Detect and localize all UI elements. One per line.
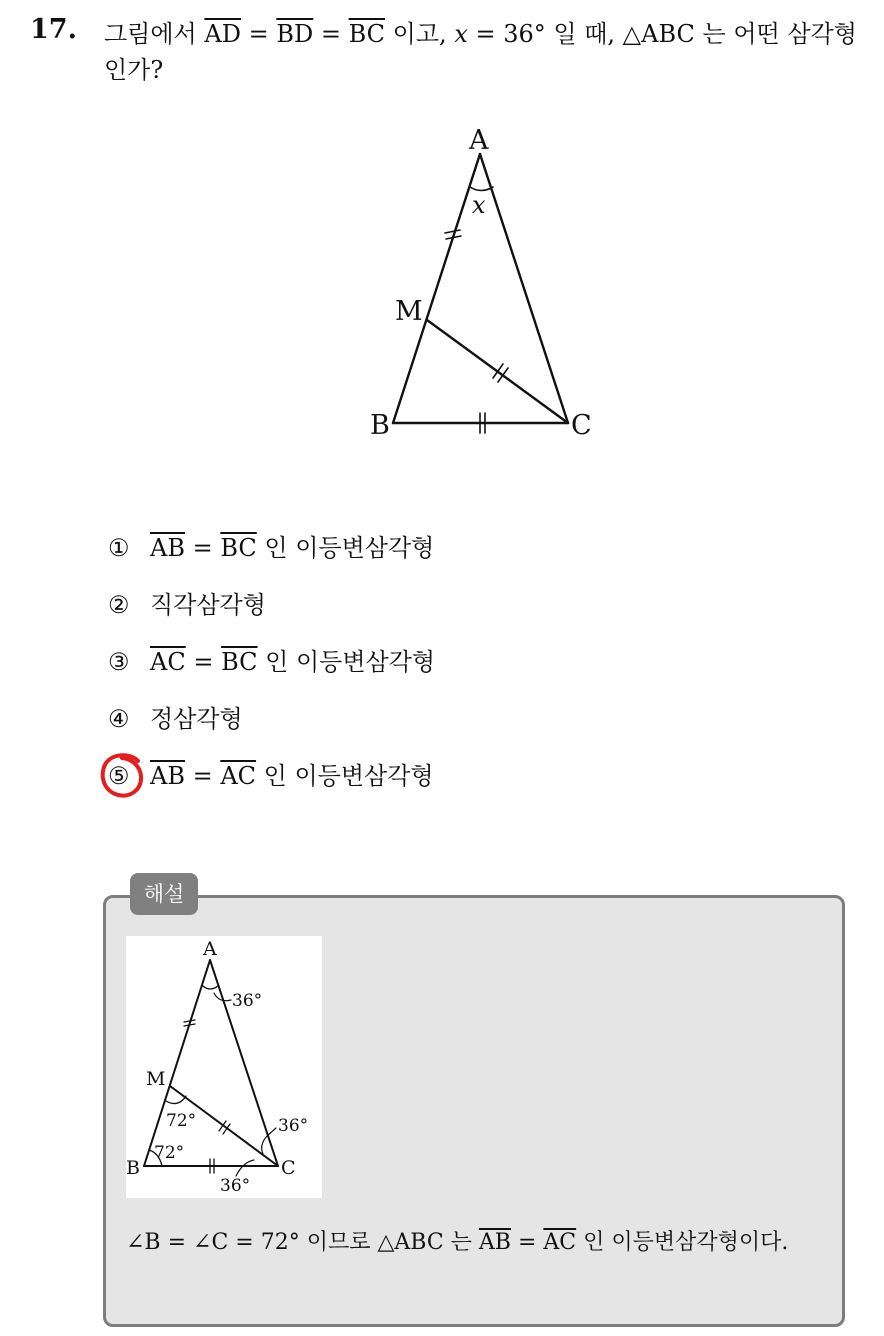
equals-2: = xyxy=(313,20,349,48)
solution-prefix: ∠B = ∠C = 72° 이므로 △ABC 는 xyxy=(126,1230,479,1255)
sol-angle-c-top: 36° xyxy=(278,1116,309,1136)
solution-eq: = xyxy=(510,1230,544,1255)
label-b: B xyxy=(370,410,390,441)
question-angle-text: = 36° 일 때, △ABC 는 어떤 삼각형인가? xyxy=(104,20,857,84)
choice-1-seg1: $\overline{AB}$ xyxy=(150,534,185,562)
choice-1-seg2: $\overline{BC}$ xyxy=(220,534,257,562)
equals-1: = xyxy=(240,20,277,48)
choice-5[interactable] xyxy=(108,756,435,813)
solution-seg1: $\overline{AB}$ xyxy=(478,1230,511,1255)
sol-arrow-c-bottom xyxy=(236,1160,254,1176)
choice-3[interactable] xyxy=(108,642,435,699)
choice-4[interactable] xyxy=(108,699,435,756)
sol-label-m: M xyxy=(146,1068,166,1090)
sol-angle-m: 72° xyxy=(166,1111,197,1131)
segment-bc: $\overline{BC}$ xyxy=(348,20,386,48)
side-ac xyxy=(480,154,568,423)
choice-4-text: 정삼각형 xyxy=(150,705,243,733)
question-number: 17. xyxy=(30,14,77,45)
side-ab xyxy=(393,154,480,423)
label-x: x xyxy=(472,191,486,219)
variable-x: x xyxy=(454,20,468,48)
solution-tag: 해설 xyxy=(130,873,198,915)
label-c: C xyxy=(571,410,592,441)
triangle-figure xyxy=(360,118,610,448)
segment-bd: $\overline{BD}$ xyxy=(276,20,314,48)
choice-1-eq: = xyxy=(184,534,221,562)
sol-arc-a xyxy=(203,986,218,989)
choice-list xyxy=(108,528,435,813)
choice-2[interactable] xyxy=(108,585,435,642)
label-a: A xyxy=(469,125,489,156)
question-text xyxy=(104,16,864,88)
solution-figure xyxy=(126,936,322,1198)
sol-label-b: B xyxy=(126,1157,140,1179)
choice-5-seg1: $\overline{AB}$ xyxy=(150,762,185,790)
answer-circle-mark xyxy=(98,750,148,800)
choice-2-text: 직각삼각형 xyxy=(150,591,266,619)
solution-suffix: 인 이등변삼각형이다. xyxy=(576,1230,789,1255)
segment-ad: $\overline{AD}$ xyxy=(204,20,241,48)
choice-3-seg1: $\overline{AC}$ xyxy=(150,648,186,676)
angle-x-arc xyxy=(470,187,493,191)
sol-angle-b: 72° xyxy=(154,1143,185,1163)
label-m: M xyxy=(395,296,423,327)
choice-5-eq: = xyxy=(184,762,221,790)
sol-arc-m xyxy=(166,1096,186,1104)
question-mid: 이고, xyxy=(385,20,455,48)
sol-label-a: A xyxy=(203,938,217,960)
sol-label-c: C xyxy=(281,1157,296,1179)
choice-2-marker: ② xyxy=(108,591,130,619)
choice-3-marker: ③ xyxy=(108,648,130,676)
sol-side-ab xyxy=(144,960,210,1166)
question-prefix: 그림에서 xyxy=(104,20,205,48)
choice-1-marker: ① xyxy=(108,534,130,562)
choice-5-suffix: 인 이등변삼각형 xyxy=(256,762,434,790)
sol-angle-c-bottom: 36° xyxy=(220,1176,251,1196)
choice-1-suffix: 인 이등변삼각형 xyxy=(256,534,435,562)
choice-3-seg2: $\overline{BC}$ xyxy=(221,648,258,676)
choice-5-marker: ⑤ xyxy=(108,762,130,790)
solution-text xyxy=(126,1224,832,1262)
choice-4-marker: ④ xyxy=(108,705,130,733)
sol-angle-a: 36° xyxy=(232,991,263,1011)
choice-5-seg2: $\overline{AC}$ xyxy=(220,762,257,790)
choice-3-eq: = xyxy=(185,648,222,676)
solution-seg2: $\overline{AC}$ xyxy=(543,1230,577,1255)
choice-3-suffix: 인 이등변삼각형 xyxy=(257,648,436,676)
choice-1[interactable] xyxy=(108,528,435,585)
